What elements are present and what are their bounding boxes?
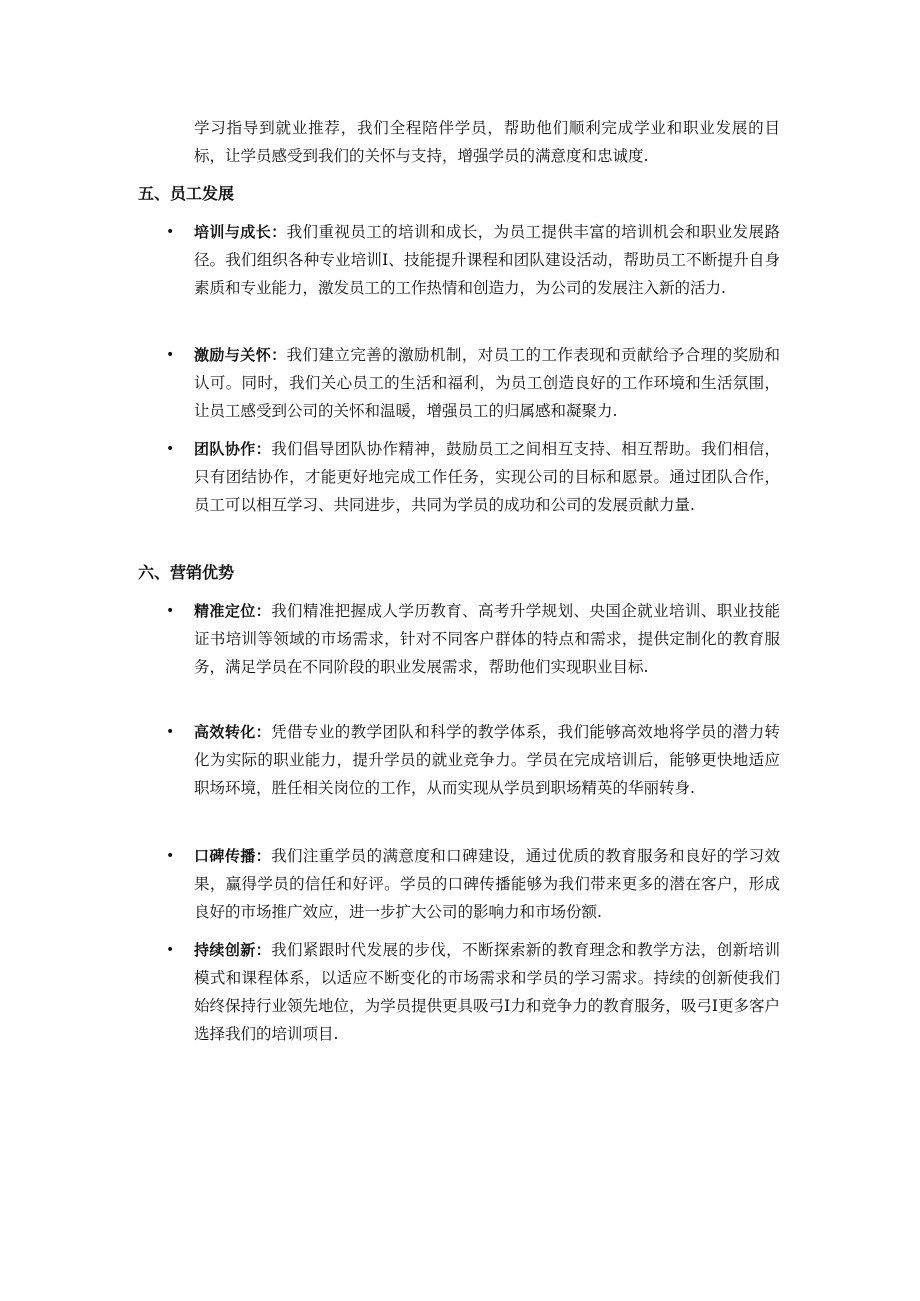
list-item-body [194, 341, 780, 425]
bullet-icon: • [166, 603, 175, 619]
bullet-icon: • [166, 441, 175, 457]
list-item-body [194, 842, 780, 926]
list-item-label: 口碑传播： [194, 847, 272, 865]
list-item-label: 团队协作： [194, 440, 272, 458]
intro-paragraph: 学习指导到就业推荐，我们全程陪伴学员，帮助他们顺利完成学业和职业发展的目标，让学员感受到我们的关怀与支持，增强学员的满意度和忠诚度. [194, 119, 780, 165]
section-heading-employee-development: 五、员工发展 [138, 184, 235, 203]
list-item-label: 高效转化： [194, 723, 272, 741]
list-item-label: 培训与成长： [194, 223, 287, 241]
list-item-text: 我们精准把握成人学历教育、高考升学规划、央国企就业培训、职业技能证书培训等领域的市场需求，针对不同客户群体的特点和需求，提供定制化的教育服务，满足学员在不同阶段的职业发展需求，帮助他们实现职业目标. [194, 602, 780, 676]
list-item-body [194, 435, 780, 519]
list-item-text: 凭借专业的教学团队和科学的教学体系，我们能够高效地将学员的潜力转化为实际的职业能力，提升学员的就业竞争力。学员在完成培训后，能够更快地适应职场环境，胜任相关岗位的工作，从而实现从学员到职场精英的华丽转身. [194, 723, 780, 797]
list-item-text: 我们倡导团队协作精神，鼓励员工之间相互支持、相互帮助。我们相信，只有团结协作，才能更好地完成工作任务，实现公司的目标和愿景。通过团队合作，员工可以相互学习、共同进步，共同为学员的成功和公司的发展贡献力量. [194, 440, 780, 514]
list-item-text: 我们重视员工的培训和成长，为员工提供丰富的培训机会和职业发展路径。我们组织各种专业培训I、技能提升课程和团队建设活动，帮助员工不断提升自身素质和专业能力，激发员工的工作热情和创造力，为公司的发展注入新的活力. [194, 223, 780, 297]
list-item-label: 持续创新： [194, 941, 272, 959]
list-item-text: 我们紧跟时代发展的步伐，不断探索新的教育理念和教学方法，创新培训模式和课程体系，以适应不断变化的市场需求和学员的学习需求。持续的创新使我们始终保持行业领先地位，为学员提供更具吸弓I力和竞争力的教育服务，吸弓I更多客户选择我们的培训项目. [194, 941, 780, 1043]
list-item-label: 精准定位： [194, 602, 272, 620]
bullet-icon: • [166, 848, 175, 864]
bullet-icon: • [166, 347, 175, 363]
list-item-body [194, 718, 780, 802]
bullet-icon: • [166, 224, 175, 240]
list-item-label: 激励与关怀： [194, 346, 287, 364]
list-item-body [194, 936, 780, 1048]
section-heading-marketing-advantages: 六、营销优势 [138, 563, 235, 582]
list-item-body [194, 218, 780, 302]
bullet-icon: • [166, 724, 175, 740]
list-item-body [194, 597, 780, 681]
list-item-text: 我们建立完善的激励机制，对员工的工作表现和贡献给予合理的奖励和认可。同时，我们关心员工的生活和福利，为员工创造良好的工作环境和生活氛围，让员工感受到公司的关怀和温暖，增强员工的归属感和凝聚力. [194, 346, 780, 420]
list-item-text: 我们注重学员的满意度和口碑建设，通过优质的教育服务和良好的学习效果，赢得学员的信任和好评。学员的口碑传播能够为我们带来更多的潜在客户，形成良好的市场推广效应，进一步扩大公司的影响力和市场份额. [194, 847, 780, 921]
bullet-icon: • [166, 942, 175, 958]
